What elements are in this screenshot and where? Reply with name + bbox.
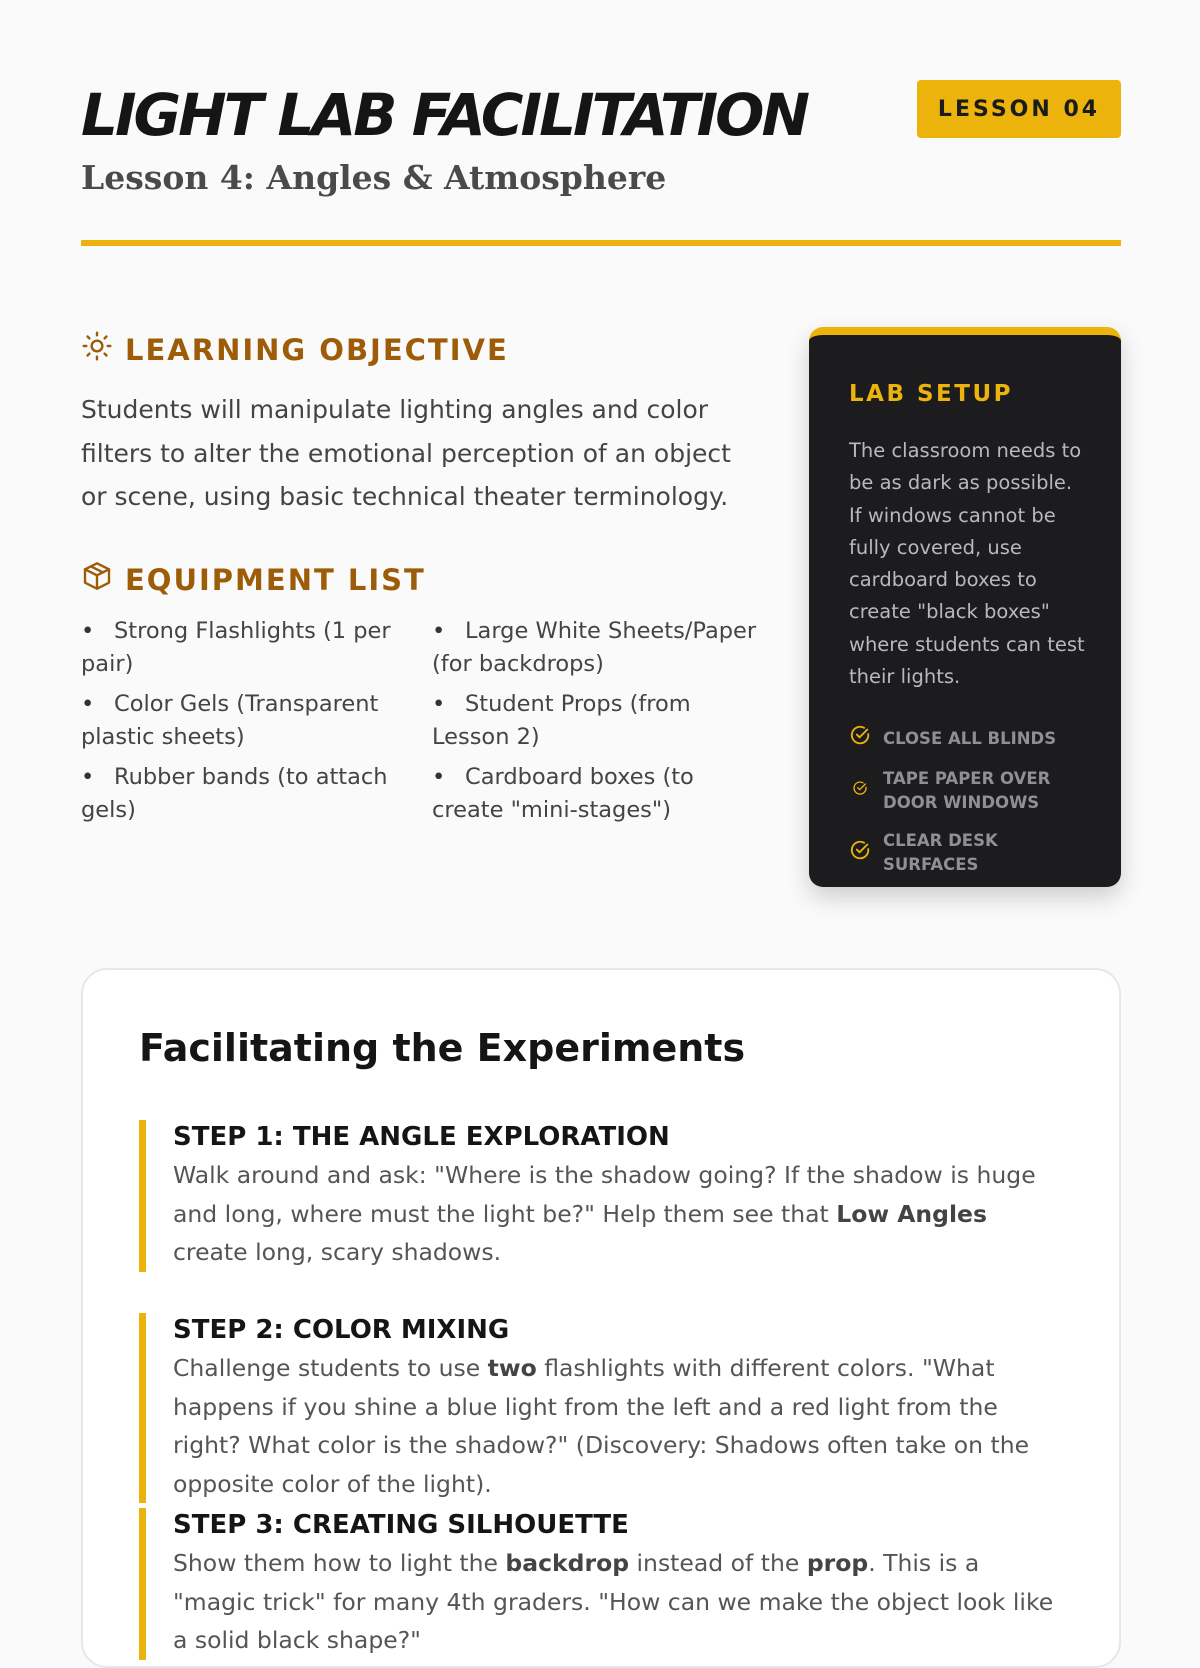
- experiments-title: Facilitating the Experiments: [139, 1026, 746, 1070]
- step-title: STEP 3: CREATING SILHOUETTE: [173, 1510, 629, 1540]
- page-title: LIGHT LAB FACILITATION: [81, 81, 808, 149]
- header-divider: [81, 240, 1121, 246]
- list-item: • Color Gels (Transparent plastic sheets): [81, 688, 401, 754]
- objective-heading: [81, 330, 509, 369]
- objective-heading-label: LEARNING OBJECTIVE: [125, 332, 509, 367]
- lab-setup-checklist: [849, 724, 1089, 891]
- page-subtitle: Lesson 4: Angles & Atmosphere: [81, 158, 667, 197]
- step-text: Show them how to light the backdrop instead of the prop. This is a "magic trick" for many 4th graders. "How can we make the object look like a solid black shape?": [173, 1549, 1054, 1654]
- step-text: Challenge students to use two flashlights with different colors. "What happens if you shine a blue light from the left and a red light from the right? What color is the shadow?" (Discovery: Shadows often take on the opposite color of the light).: [173, 1354, 1030, 1498]
- equipment-list-left: [81, 615, 401, 834]
- step-3: [139, 1508, 1059, 1660]
- step-2: [139, 1313, 1059, 1503]
- lesson-badge: LESSON 04: [917, 80, 1121, 138]
- check-circle-icon: [849, 779, 871, 803]
- step-1: [139, 1120, 1059, 1272]
- list-item: • Rubber bands (to attach gels): [81, 761, 401, 827]
- equipment-heading-label: EQUIPMENT LIST: [125, 562, 426, 597]
- checklist-item: [849, 724, 1089, 753]
- lab-setup-card: [809, 327, 1121, 887]
- checklist-item: [849, 829, 1089, 877]
- equipment-list-right: [432, 615, 762, 834]
- list-item: • Cardboard boxes (to create "mini-stages"): [432, 761, 762, 827]
- checklist-label: TAPE PAPER OVER DOOR WINDOWS: [883, 769, 1051, 812]
- list-item: • Strong Flashlights (1 per pair): [81, 615, 401, 681]
- page-header: [81, 78, 1121, 248]
- step-title: STEP 2: COLOR MIXING: [173, 1315, 510, 1345]
- equipment-heading: [81, 560, 426, 599]
- step-title: STEP 1: THE ANGLE EXPLORATION: [173, 1122, 670, 1152]
- experiments-card: [81, 968, 1121, 1668]
- box-icon: [81, 560, 113, 599]
- lab-setup-text: The classroom needs to be as dark as possible. If windows cannot be fully covered, use cardboard boxes to create "black boxes" where students can test their lights.: [849, 439, 1085, 689]
- check-circle-icon: [849, 839, 871, 868]
- list-item: • Student Props (from Lesson 2): [432, 688, 762, 754]
- objective-text: Students will manipulate lighting angles and color filters to alter the emotional perception of an object or scene, using basic technical theater terminology.: [81, 395, 731, 511]
- step-text: Walk around and ask: "Where is the shadow going? If the shadow is huge and long, where must the light be?" Help them see that Low Angles create long, scary shadows.: [173, 1161, 1036, 1266]
- checklist-item: [849, 767, 1089, 815]
- checklist-label: CLOSE ALL BLINDS: [883, 728, 1057, 748]
- lab-setup-title: LAB SETUP: [849, 381, 1013, 407]
- checklist-label: CLEAR DESK SURFACES: [883, 831, 998, 874]
- sun-icon: [81, 330, 113, 369]
- list-item: • Large White Sheets/Paper (for backdrops): [432, 615, 762, 681]
- check-circle-icon: [849, 724, 871, 753]
